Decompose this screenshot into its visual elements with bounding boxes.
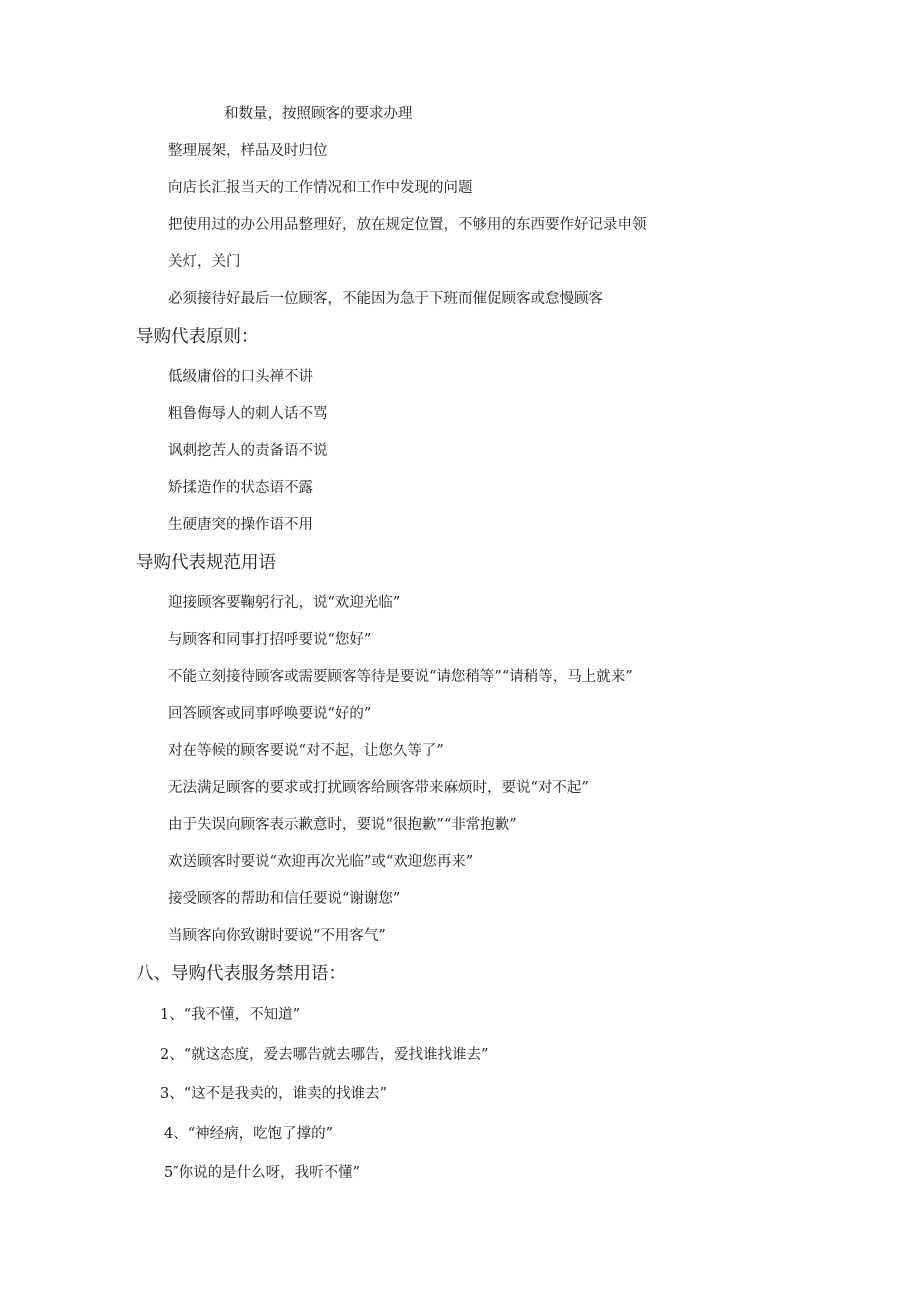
list-item: 迎接顾客要鞠躬行礼，说“欢迎光临” <box>168 595 401 611</box>
list-item: 讽刺挖苦人的责备语不说 <box>168 443 328 459</box>
list-item: 接受顾客的帮助和信任要说“谢谢您” <box>168 891 401 907</box>
list-item: 对在等候的顾客要说“对不起，让您久等了” <box>168 743 444 759</box>
list-item: 当顾客向你致谢时要说“不用客气” <box>168 928 386 944</box>
list-item: 向店长汇报当天的工作情况和工作中发现的问题 <box>168 180 473 196</box>
section-heading-principles: 导购代表原则： <box>136 327 259 347</box>
list-item: 欢送顾客时要说“欢迎再次光临”或“欢迎您再来” <box>168 854 474 870</box>
list-item: 粗鲁侮辱人的刺人话不骂 <box>168 406 328 422</box>
list-item: 和数量，按照顾客的要求办理 <box>224 106 413 122</box>
list-item: 不能立刻接待顾客或需要顾客等待是要说“请您稍等”“请稍等，马上就来” <box>168 669 633 685</box>
list-item: 低级庸俗的口头禅不讲 <box>168 369 313 385</box>
list-item: 1、“我不懂，不知道” <box>160 1007 301 1023</box>
list-item: 矫揉造作的状态语不露 <box>168 480 313 496</box>
list-item: 整理展架，样品及时归位 <box>168 143 328 159</box>
list-item: 把使用过的办公用品整理好，放在规定位置，不够用的东西要作好记录申领 <box>168 217 647 233</box>
list-item: 与顾客和同事打招呼要说“您好” <box>168 632 372 648</box>
list-item: 必须接待好最后一位顾客，不能因为急于下班而催促顾客或怠慢顾客 <box>168 291 603 307</box>
list-item: 回答顾客或同事呼唤要说“好的” <box>168 706 372 722</box>
list-item: 关灯，关门 <box>168 254 241 270</box>
section-heading-standard-phrases: 导购代表规范用语 <box>136 553 276 573</box>
list-item: 2、“就这态度，爱去哪告就去哪告，爱找谁找谁去” <box>160 1047 489 1063</box>
section-heading-forbidden-phrases: 八、导购代表服务禁用语： <box>136 964 346 984</box>
list-item: 由于失误向顾客表示歉意时，要说“很抱歉”“非常抱歉” <box>168 817 517 833</box>
list-item: 4、“神经病，吃饱了撑的” <box>164 1126 334 1142</box>
list-item: 生硬唐突的操作语不用 <box>168 517 313 533</box>
list-item: 3、“这不是我卖的，谁卖的找谁去” <box>160 1086 388 1102</box>
list-item: 5″你说的是什么呀，我听不懂” <box>164 1165 361 1181</box>
list-item: 无法满足顾客的要求或打扰顾客给顾客带来麻烦时，要说“对不起” <box>168 780 589 796</box>
